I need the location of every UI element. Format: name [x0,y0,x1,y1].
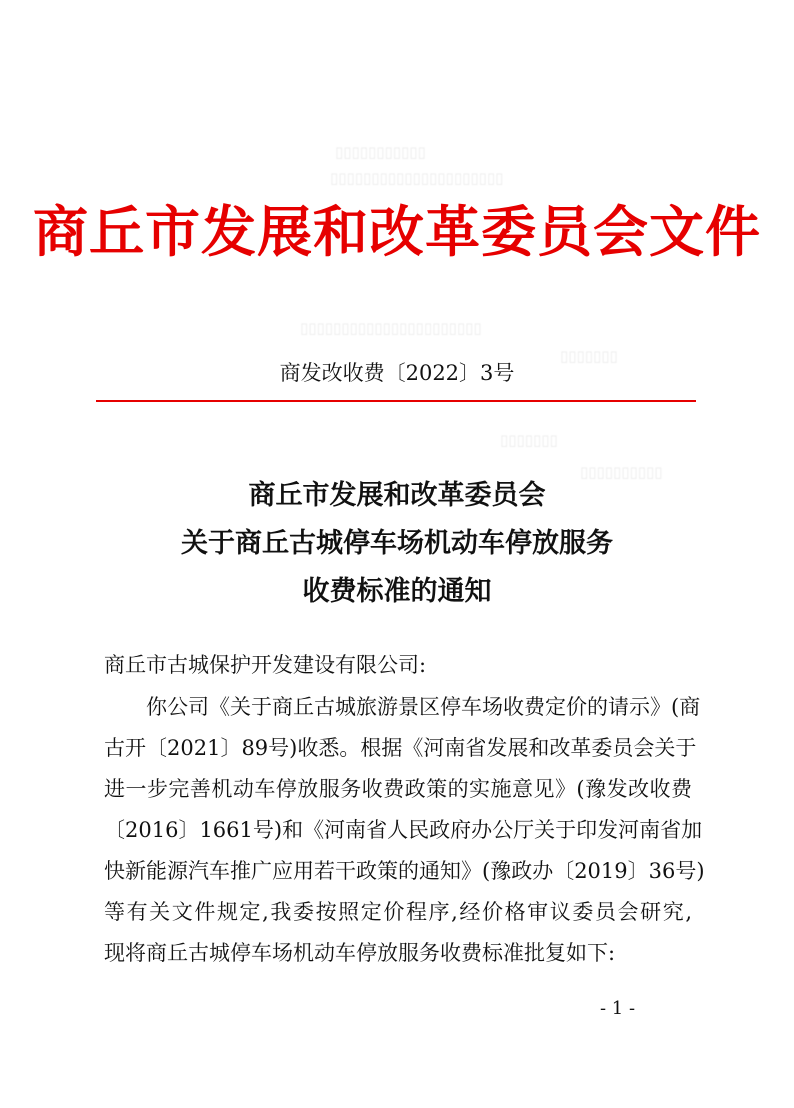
document-title-line-2: 关于商丘古城停车场机动车停放服务 [181,528,613,559]
header-red-rule [96,400,696,402]
bleed-through-text: ▯▯▯▯▯▯▯▯▯▯▯▯▯▯▯▯▯▯▯▯▯ [330,169,504,187]
bleed-through-text: ▯▯▯▯▯▯▯▯▯▯ [580,463,663,481]
agency-header-title: 商丘市发展和改革委员会文件 [32,200,761,264]
body-line: 〔2016〕1661号)和《河南省人民政府办公厅关于印发河南省加 [104,818,703,842]
bleed-through-text: ▯▯▯▯▯▯▯▯▯▯▯ [335,143,426,161]
document-number: 商发改收费〔2022〕3号 [279,361,515,385]
salutation: 商丘市古城保护开发建设有限公司: [104,653,427,677]
body-line: 古开〔2021〕89号)收悉。根据《河南省发展和改革委员会关于 [104,736,697,760]
body-line: 等有关文件规定,我委按照定价程序,经价格审议委员会研究, [104,900,692,924]
document-title-line-1: 商丘市发展和改革委员会 [248,480,546,511]
body-line: 现将商丘古城停车场机动车停放服务收费标准批复如下: [104,941,616,965]
body-line: 快新能源汽车推广应用若干政策的通知》(豫政办〔2019〕36号) [104,859,705,883]
body-line: 进一步完善机动车停放服务收费政策的实施意见》(豫发改收费 [104,777,692,801]
body-line: 你公司《关于商丘古城旅游景区停车场收费定价的请示》(商 [146,695,701,719]
bleed-through-text: ▯▯▯▯▯▯▯▯▯▯▯▯▯▯▯▯▯▯▯▯▯▯ [300,319,482,337]
bleed-through-text: ▯▯▯▯▯▯▯ [500,431,558,449]
bleed-through-text: ▯▯▯▯▯▯▯ [560,347,618,365]
document-title-line-3: 收费标准的通知 [302,576,492,607]
page-number: - 1 - [600,998,636,1019]
